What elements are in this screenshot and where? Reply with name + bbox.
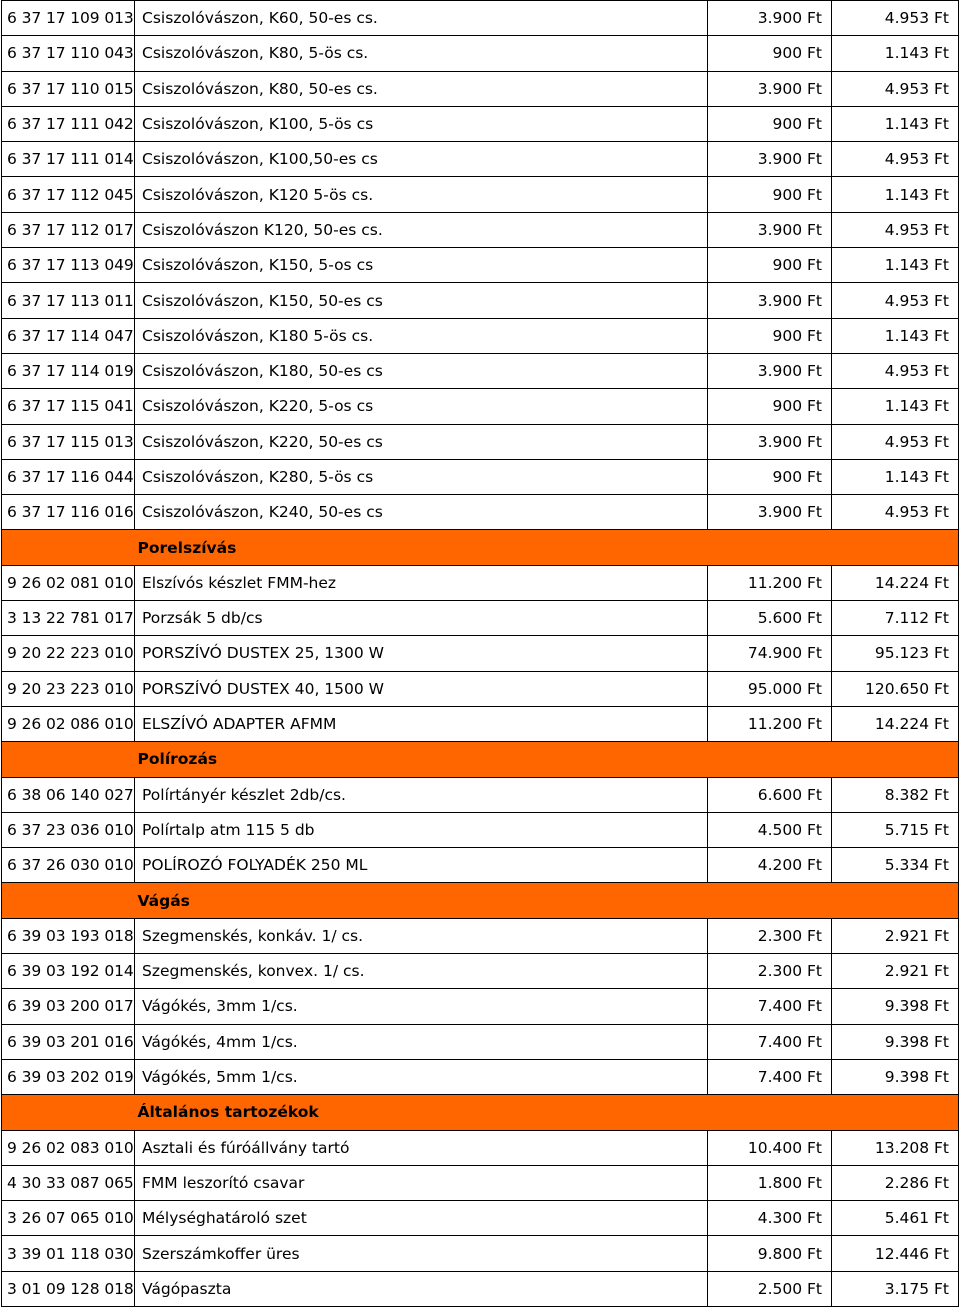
net-price-cell: 6.600 Ft (708, 777, 832, 812)
table-row (2, 1130, 959, 1165)
product-description-cell: Szerszámkoffer üres (135, 1236, 708, 1271)
product-description-cell: Csiszolóvászon, K100, 5-ös cs (135, 106, 708, 141)
net-price-cell: 900 Ft (708, 318, 832, 353)
section-header-spacer (2, 530, 135, 565)
gross-price-cell: 3.175 Ft (832, 1271, 959, 1306)
product-description-cell: Polírtalp atm 115 5 db (135, 812, 708, 847)
table-row (2, 812, 959, 847)
product-description-cell: Vágópaszta (135, 1271, 708, 1306)
product-code-cell: 6 37 17 112 017 (2, 212, 135, 247)
product-code-cell: 6 37 17 110 043 (2, 36, 135, 71)
gross-price-cell: 1.143 Ft (832, 318, 959, 353)
gross-price-cell: 7.112 Ft (832, 601, 959, 636)
net-price-cell: 3.900 Ft (708, 71, 832, 106)
gross-price-cell: 4.953 Ft (832, 212, 959, 247)
table-row (2, 601, 959, 636)
gross-price-cell: 5.461 Ft (832, 1201, 959, 1236)
product-code-cell: 6 37 17 111 014 (2, 142, 135, 177)
table-row (2, 459, 959, 494)
gross-price-cell: 14.224 Ft (832, 565, 959, 600)
table-row (2, 142, 959, 177)
product-code-cell: 6 39 03 202 019 (2, 1059, 135, 1094)
table-row (2, 424, 959, 459)
table-row (2, 389, 959, 424)
product-description-cell: FMM leszorító csavar (135, 1165, 708, 1200)
table-row (2, 636, 959, 671)
net-price-cell: 10.400 Ft (708, 1130, 832, 1165)
gross-price-cell: 8.382 Ft (832, 777, 959, 812)
gross-price-cell: 5.715 Ft (832, 812, 959, 847)
gross-price-cell: 2.921 Ft (832, 918, 959, 953)
product-description-cell: Csiszolóvászon, K220, 50-es cs (135, 424, 708, 459)
net-price-cell: 7.400 Ft (708, 989, 832, 1024)
product-code-cell: 6 37 17 110 015 (2, 71, 135, 106)
table-row (2, 565, 959, 600)
product-code-cell: 6 39 03 200 017 (2, 989, 135, 1024)
net-price-cell: 74.900 Ft (708, 636, 832, 671)
table-row (2, 1201, 959, 1236)
product-description-cell: PORSZÍVÓ DUSTEX 25, 1300 W (135, 636, 708, 671)
table-row (2, 1024, 959, 1059)
gross-price-cell: 1.143 Ft (832, 177, 959, 212)
table-row (2, 106, 959, 141)
net-price-cell: 900 Ft (708, 248, 832, 283)
product-description-cell: Porzsák 5 db/cs (135, 601, 708, 636)
section-header-row (2, 530, 959, 565)
table-row (2, 954, 959, 989)
product-description-cell: PORSZÍVÓ DUSTEX 40, 1500 W (135, 671, 708, 706)
gross-price-cell: 9.398 Ft (832, 1059, 959, 1094)
product-code-cell: 9 26 02 086 010 (2, 706, 135, 741)
product-description-cell: Csiszolóvászon, K150, 5-os cs (135, 248, 708, 283)
table-row (2, 71, 959, 106)
net-price-cell: 2.500 Ft (708, 1271, 832, 1306)
gross-price-cell: 1.143 Ft (832, 36, 959, 71)
net-price-cell: 5.600 Ft (708, 601, 832, 636)
product-code-cell: 9 26 02 083 010 (2, 1130, 135, 1165)
product-description-cell: Csiszolóvászon K120, 50-es cs. (135, 212, 708, 247)
product-code-cell: 6 39 03 193 018 (2, 918, 135, 953)
product-code-cell: 6 37 17 114 047 (2, 318, 135, 353)
gross-price-cell: 14.224 Ft (832, 706, 959, 741)
product-code-cell: 6 37 17 113 011 (2, 283, 135, 318)
section-title: Vágás (135, 883, 959, 918)
gross-price-cell: 5.334 Ft (832, 848, 959, 883)
table-row (2, 848, 959, 883)
product-description-cell: ELSZÍVÓ ADAPTER AFMM (135, 706, 708, 741)
product-description-cell: Polírtányér készlet 2db/cs. (135, 777, 708, 812)
product-description-cell: Mélységhatároló szet (135, 1201, 708, 1236)
product-code-cell: 6 37 17 116 044 (2, 459, 135, 494)
product-code-cell: 3 01 09 128 018 (2, 1271, 135, 1306)
product-code-cell: 6 37 17 114 019 (2, 353, 135, 388)
product-description-cell: Csiszolóvászon, K80, 50-es cs. (135, 71, 708, 106)
product-description-cell: Szegmenskés, konkáv. 1/ cs. (135, 918, 708, 953)
product-description-cell: Vágókés, 3mm 1/cs. (135, 989, 708, 1024)
product-code-cell: 3 26 07 065 010 (2, 1201, 135, 1236)
net-price-cell: 900 Ft (708, 459, 832, 494)
product-code-cell: 6 37 17 111 042 (2, 106, 135, 141)
gross-price-cell: 4.953 Ft (832, 142, 959, 177)
gross-price-cell: 1.143 Ft (832, 459, 959, 494)
price-list-table (1, 0, 959, 1307)
gross-price-cell: 4.953 Ft (832, 424, 959, 459)
price-list-body (2, 1, 959, 1307)
product-description-cell: Asztali és fúróállvány tartó (135, 1130, 708, 1165)
section-header-row (2, 742, 959, 777)
gross-price-cell: 4.953 Ft (832, 283, 959, 318)
product-description-cell: Csiszolóvászon, K80, 5-ös cs. (135, 36, 708, 71)
net-price-cell: 3.900 Ft (708, 495, 832, 530)
product-code-cell: 9 20 23 223 010 (2, 671, 135, 706)
product-description-cell: Csiszolóvászon, K150, 50-es cs (135, 283, 708, 318)
net-price-cell: 11.200 Ft (708, 565, 832, 600)
product-description-cell: Csiszolóvászon, K100,50-es cs (135, 142, 708, 177)
product-code-cell: 3 39 01 118 030 (2, 1236, 135, 1271)
table-row (2, 318, 959, 353)
section-title: Polírozás (135, 742, 959, 777)
gross-price-cell: 4.953 Ft (832, 495, 959, 530)
product-description-cell: Csiszolóvászon, K240, 50-es cs (135, 495, 708, 530)
table-row (2, 1059, 959, 1094)
product-description-cell: Csiszolóvászon, K220, 5-os cs (135, 389, 708, 424)
net-price-cell: 3.900 Ft (708, 212, 832, 247)
table-row (2, 353, 959, 388)
product-code-cell: 6 39 03 201 016 (2, 1024, 135, 1059)
product-description-cell: Vágókés, 5mm 1/cs. (135, 1059, 708, 1094)
gross-price-cell: 4.953 Ft (832, 71, 959, 106)
gross-price-cell: 95.123 Ft (832, 636, 959, 671)
gross-price-cell: 4.953 Ft (832, 353, 959, 388)
product-code-cell: 9 26 02 081 010 (2, 565, 135, 600)
gross-price-cell: 2.286 Ft (832, 1165, 959, 1200)
product-description-cell: Szegmenskés, konvex. 1/ cs. (135, 954, 708, 989)
product-code-cell: 6 37 17 116 016 (2, 495, 135, 530)
table-row (2, 212, 959, 247)
gross-price-cell: 4.953 Ft (832, 1, 959, 36)
gross-price-cell: 120.650 Ft (832, 671, 959, 706)
table-row (2, 777, 959, 812)
product-description-cell: Csiszolóvászon, K120 5-ös cs. (135, 177, 708, 212)
net-price-cell: 3.900 Ft (708, 283, 832, 318)
table-row (2, 177, 959, 212)
product-description-cell: Csiszolóvászon, K180, 50-es cs (135, 353, 708, 388)
section-title: Általános tartozékok (135, 1095, 959, 1130)
net-price-cell: 4.500 Ft (708, 812, 832, 847)
section-header-row (2, 1095, 959, 1130)
net-price-cell: 4.300 Ft (708, 1201, 832, 1236)
net-price-cell: 900 Ft (708, 36, 832, 71)
gross-price-cell: 9.398 Ft (832, 989, 959, 1024)
section-header-spacer (2, 883, 135, 918)
product-code-cell: 6 38 06 140 027 (2, 777, 135, 812)
section-header-row (2, 883, 959, 918)
table-row (2, 989, 959, 1024)
net-price-cell: 1.800 Ft (708, 1165, 832, 1200)
gross-price-cell: 9.398 Ft (832, 1024, 959, 1059)
net-price-cell: 3.900 Ft (708, 424, 832, 459)
product-code-cell: 3 13 22 781 017 (2, 601, 135, 636)
product-code-cell: 6 37 17 115 041 (2, 389, 135, 424)
net-price-cell: 11.200 Ft (708, 706, 832, 741)
product-code-cell: 6 37 17 113 049 (2, 248, 135, 283)
table-row (2, 36, 959, 71)
table-row (2, 1271, 959, 1306)
product-code-cell: 6 37 17 112 045 (2, 177, 135, 212)
product-description-cell: Elszívós készlet FMM-hez (135, 565, 708, 600)
section-title: Porelszívás (135, 530, 959, 565)
gross-price-cell: 12.446 Ft (832, 1236, 959, 1271)
product-description-cell: Csiszolóvászon, K280, 5-ös cs (135, 459, 708, 494)
gross-price-cell: 2.921 Ft (832, 954, 959, 989)
net-price-cell: 900 Ft (708, 389, 832, 424)
net-price-cell: 7.400 Ft (708, 1024, 832, 1059)
net-price-cell: 2.300 Ft (708, 918, 832, 953)
product-code-cell: 6 39 03 192 014 (2, 954, 135, 989)
product-code-cell: 6 37 23 036 010 (2, 812, 135, 847)
section-header-spacer (2, 1095, 135, 1130)
net-price-cell: 900 Ft (708, 106, 832, 141)
table-row (2, 248, 959, 283)
gross-price-cell: 1.143 Ft (832, 106, 959, 141)
table-row (2, 495, 959, 530)
net-price-cell: 95.000 Ft (708, 671, 832, 706)
product-code-cell: 6 37 17 109 013 (2, 1, 135, 36)
net-price-cell: 9.800 Ft (708, 1236, 832, 1271)
product-code-cell: 6 37 17 115 013 (2, 424, 135, 459)
net-price-cell: 3.900 Ft (708, 142, 832, 177)
product-code-cell: 4 30 33 087 065 (2, 1165, 135, 1200)
net-price-cell: 2.300 Ft (708, 954, 832, 989)
product-code-cell: 6 37 26 030 010 (2, 848, 135, 883)
net-price-cell: 3.900 Ft (708, 353, 832, 388)
gross-price-cell: 13.208 Ft (832, 1130, 959, 1165)
table-row (2, 706, 959, 741)
gross-price-cell: 1.143 Ft (832, 389, 959, 424)
net-price-cell: 7.400 Ft (708, 1059, 832, 1094)
table-row (2, 1236, 959, 1271)
table-row (2, 918, 959, 953)
section-header-spacer (2, 742, 135, 777)
product-description-cell: POLÍROZÓ FOLYADÉK 250 ML (135, 848, 708, 883)
table-row (2, 283, 959, 318)
net-price-cell: 900 Ft (708, 177, 832, 212)
product-description-cell: Csiszolóvászon, K180 5-ös cs. (135, 318, 708, 353)
net-price-cell: 3.900 Ft (708, 1, 832, 36)
product-description-cell: Vágókés, 4mm 1/cs. (135, 1024, 708, 1059)
product-code-cell: 9 20 22 223 010 (2, 636, 135, 671)
net-price-cell: 4.200 Ft (708, 848, 832, 883)
table-row (2, 671, 959, 706)
gross-price-cell: 1.143 Ft (832, 248, 959, 283)
table-row (2, 1165, 959, 1200)
table-row (2, 1, 959, 36)
product-description-cell: Csiszolóvászon, K60, 50-es cs. (135, 1, 708, 36)
